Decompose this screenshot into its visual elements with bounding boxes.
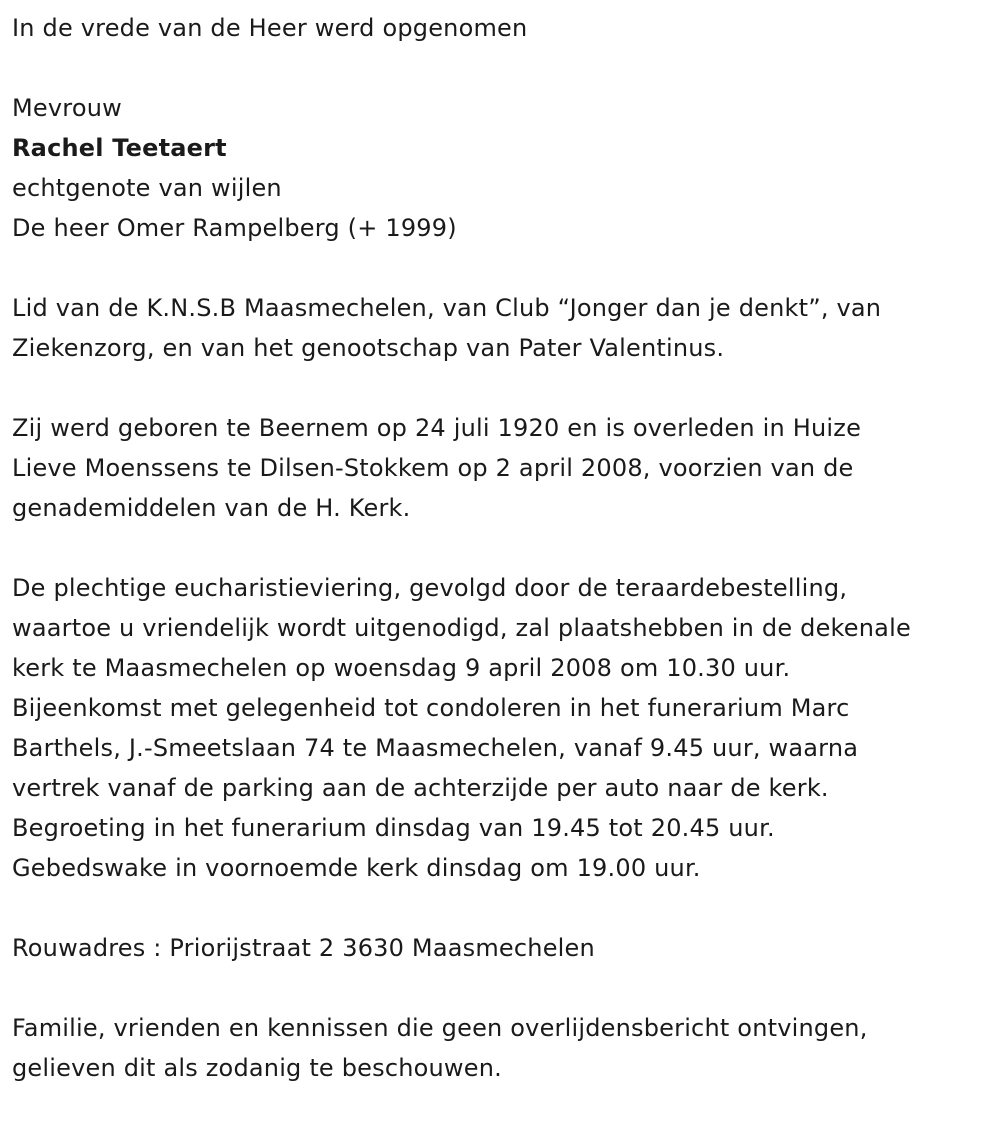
ceremony-line-6: vertrek vanaf de parking aan de achterzijde per auto naar de kerk. [12,774,829,802]
membership-line-1: Lid van de K.N.S.B Maasmechelen, van Club “Jonger dan je denkt”, van [12,294,882,322]
membership-paragraph [12,288,988,368]
birth-death-paragraph [12,408,988,528]
ceremony-line-5: Barthels, J.-Smeetslaan 74 te Maasmechelen, vanaf 9.45 uur, waarna [12,734,859,762]
membership-line-2: Ziekenzorg, en van het genootschap van Pater Valentinus. [12,334,725,362]
spacer [12,528,988,568]
ceremony-line-7: Begroeting in het funerarium dinsdag van 19.45 tot 20.45 uur. [12,814,775,842]
spouse-line: De heer Omer Rampelberg (+ 1999) [12,214,457,242]
mourning-address: Rouwadres : Priorijstraat 2 3630 Maasmechelen [12,934,595,962]
salutation: Mevrouw [12,94,122,122]
intro-line: In de vrede van de Heer werd opgenomen [12,14,528,42]
ceremony-paragraph [12,568,988,888]
birth-death-line-1: Zij werd geboren te Beernem op 24 juli 1920 en is overleden in Huize [12,414,862,442]
relation-line: echtgenote van wijlen [12,174,282,202]
closing-line-2: gelieven dit als zodanig te beschouwen. [12,1054,502,1082]
ceremony-line-2: waartoe u vriendelijk wordt uitgenodigd, zal plaatshebben in de dekenale [12,614,911,642]
spacer [12,368,988,408]
birth-death-line-2: Lieve Moenssens te Dilsen-Stokkem op 2 april 2008, voorzien van de [12,454,854,482]
spacer [12,968,988,1008]
closing-paragraph [12,1008,988,1088]
deceased-name: Rachel Teetaert [12,134,227,162]
spacer [12,48,988,88]
ceremony-line-8: Gebedswake in voornoemde kerk dinsdag om 19.00 uur. [12,854,701,882]
ceremony-line-3: kerk te Maasmechelen op woensdag 9 april 2008 om 10.30 uur. [12,654,791,682]
ceremony-line-4: Bijeenkomst met gelegenheid tot condoleren in het funerarium Marc [12,694,850,722]
birth-death-line-3: genademiddelen van de H. Kerk. [12,494,411,522]
spacer [12,248,988,288]
spacer [12,888,988,928]
closing-line-1: Familie, vrienden en kennissen die geen overlijdensbericht ontvingen, [12,1014,868,1042]
obituary-notice [12,8,988,1088]
ceremony-line-1: De plechtige eucharistieviering, gevolgd door de teraardebestelling, [12,574,848,602]
